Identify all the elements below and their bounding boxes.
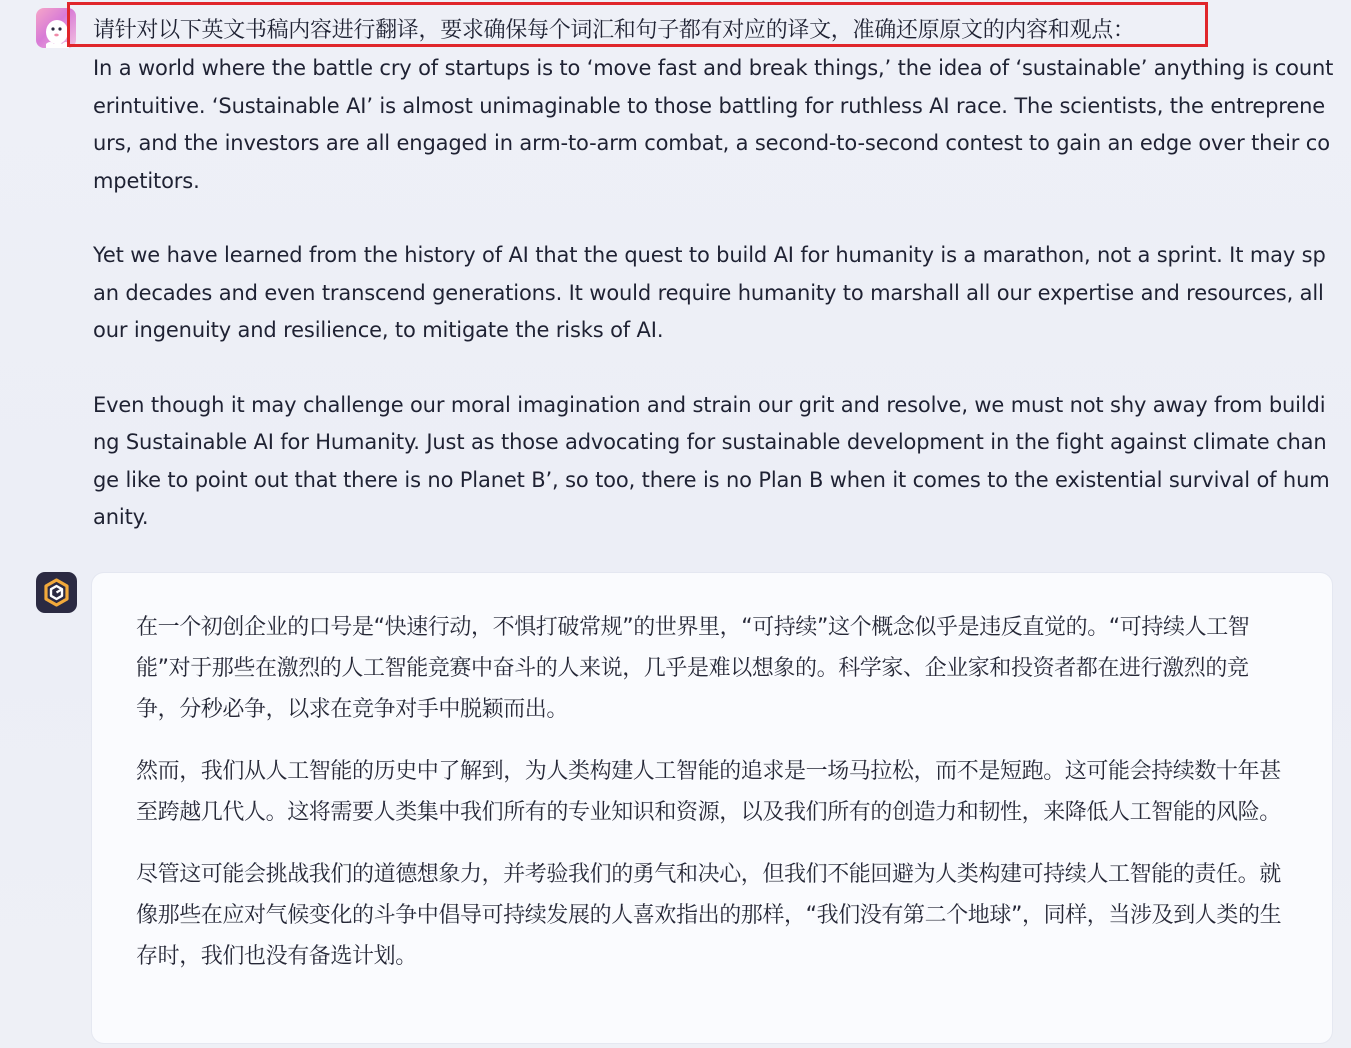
user-paragraph-2: Yet we have learned from the history of AI that the quest to build AI for humanity is a marathon, not a sprint. It may span decades and even transcend generations. It would require humanity to marshall all our expertise and resources, all our ingenuity and resilience, to mitigate the risks of AI. — [93, 243, 1326, 342]
assistant-message-card — [92, 573, 1332, 1043]
assistant-avatar — [36, 572, 77, 613]
user-prompt-text: 请针对以下英文书稿内容进行翻译，要求确保每个词汇和句子都有对应的译文，准确还原原文的内容和观点： — [93, 18, 1135, 43]
user-avatar — [36, 8, 76, 48]
cartoon-ghost-avatar-icon — [36, 8, 76, 48]
user-paragraph-3: Even though it may challenge our moral imagination and strain our grit and resolve, we must not shy away from building Sustainable AI for Humanity. Just as those advocating for sustainable development in the fight against climate change like to point out that there is no Planet B’, so too, there is no Plan B when it comes to the existential survival of humanity. — [93, 392, 1330, 529]
user-paragraph-1: In a world where the battle cry of startups is to ‘move fast and break things,’ the idea of ‘sustainable’ anything is counterintuitive. ‘Sustainable AI’ is almost unimaginable to those battling for ruthless AI race. The scientists, the entrepreneurs, and the investors are all engaged in arm-to-arm combat, a second-to-second contest to gain an edge over their competitors. — [93, 56, 1334, 193]
user-message — [93, 12, 1338, 537]
assistant-paragraph-1: 在一个初创企业的口号是“快速行动，不惧打破常规”的世界里，“可持续”这个概念似乎是违反直觉的。“可持续人工智能”对于那些在激烈的人工智能竞赛中奋斗的人来说，几乎是难以想象的。科学家、企业家和投资者都在进行激烈的竞争，分秒必争，以求在竞争对手中脱颖而出。 — [136, 615, 1250, 722]
assistant-paragraph-3: 尽管这可能会挑战我们的道德想象力，并考验我们的勇气和决心，但我们不能回避为人类构建可持续人工智能的责任。就像那些在应对气候变化的斗争中倡导可持续发展的人喜欢指出的那样，“我们没有第二个地球”，同样，当涉及到人类的生存时，我们也没有备选计划。 — [136, 862, 1282, 969]
hexagon-logo-icon — [36, 572, 77, 613]
assistant-paragraph-2: 然而，我们从人工智能的历史中了解到，为人类构建人工智能的追求是一场马拉松，而不是短跑。这可能会持续数十年甚至跨越几代人。这将需要人类集中我们所有的专业知识和资源，以及我们所有的创造力和韧性，来降低人工智能的风险。 — [136, 759, 1281, 825]
